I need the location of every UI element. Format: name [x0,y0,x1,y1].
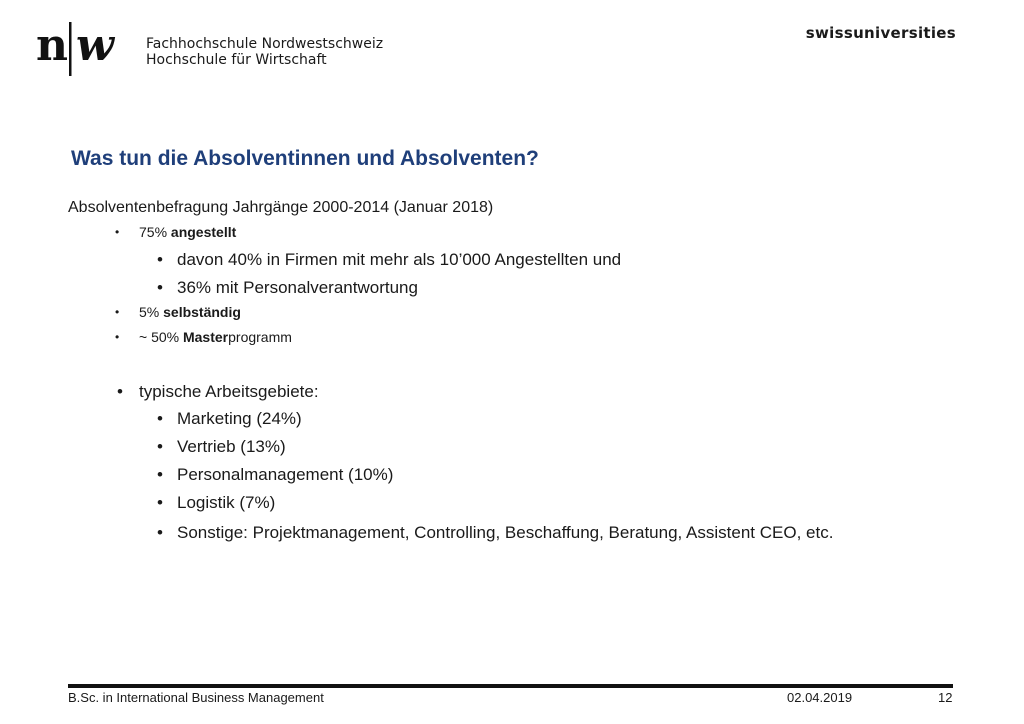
swissuniversities-logo: swissuniversities [805,24,956,42]
org-line-2: Hochschule für Wirtschaft [146,52,327,68]
bullet-icon: • [115,305,120,319]
list-item: • Sonstige: Projektmanagement, Controlling, Beschaffung, Beratung, Assistent CEO, etc. [157,523,834,542]
list-item: • Marketing (24%) [157,409,302,428]
list-item: • 5% selbständig [115,304,241,320]
footer-divider [68,684,953,688]
bullet-icon: • [157,465,163,484]
org-line-1: Fachhochschule Nordwestschweiz [146,36,384,52]
list-item: • Vertrieb (13%) [157,437,286,456]
bullet-icon: • [117,382,123,401]
list-item: • ~ 50% Masterprogramm [115,329,292,345]
bullet-icon: • [157,493,163,512]
svg-text:n: n [36,20,68,71]
bullet-icon: • [115,330,120,344]
list-item: • davon 40% in Firmen mit mehr als 10’000 Angestellten und [157,250,622,269]
organization-name [146,36,383,68]
slide-subtitle: Absolventenbefragung Jahrgänge 2000-2014 (Januar 2018) [68,199,494,216]
list-item: • 75% angestellt [115,224,237,240]
list-item: • 36% mit Personalverantwortung [157,278,418,297]
page-number: 12 [938,690,953,705]
bullet-icon: • [157,409,163,428]
svg-text:w: w [76,20,114,71]
list-item: • Personalmanagement (10%) [157,465,394,484]
bullet-icon: • [157,523,163,542]
bullet-icon: • [115,225,120,239]
nw-logo-icon [36,20,136,78]
footer-date: 02.04.2019 [787,690,853,705]
bullet-icon: • [157,250,163,269]
list-item: • Logistik (7%) [157,493,276,512]
footer-course: B.Sc. in International Business Management [68,690,324,705]
slide-title: Was tun die Absolventinnen und Absolventen? [71,147,539,170]
list-item: • typische Arbeitsgebiete: [117,382,319,401]
bullet-icon: • [157,278,163,297]
bullet-icon: • [157,437,163,456]
